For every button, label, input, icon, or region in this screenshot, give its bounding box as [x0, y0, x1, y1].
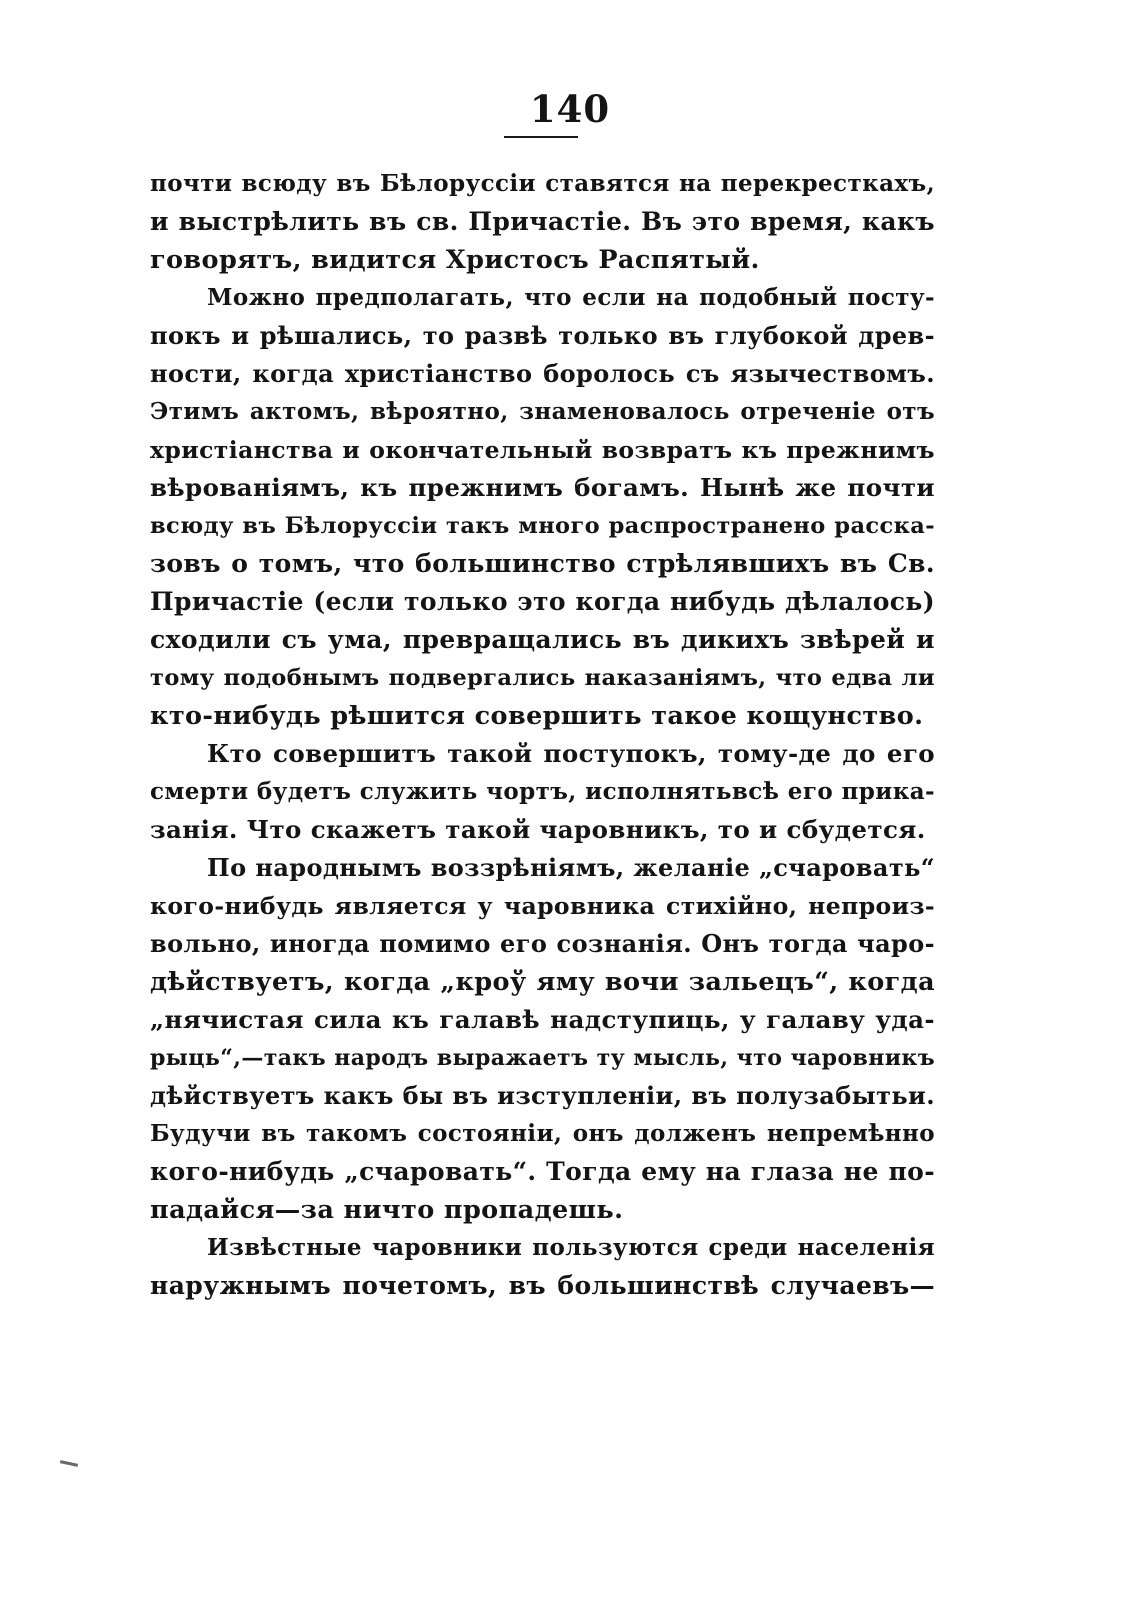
text-line: покъ и рѣшались, то развѣ только въ глубокой древ- [150, 321, 935, 350]
text-line: По народнымъ воззрѣніямъ, желаніе „счаровать“ [207, 853, 935, 882]
text-line: вольно, иногда помимо его сознанія. Онъ тогда чаро- [150, 929, 935, 958]
margin-mark [60, 1460, 78, 1467]
text-line: Извѣстные чаровники пользуются среди населенія [207, 1234, 935, 1261]
text-line: смерти будетъ служить чортъ, исполнятьвсѣ его прика- [150, 778, 935, 805]
text-line: дѣйствуетъ какъ бы въ изступленіи, въ полузабытьи. [150, 1081, 935, 1110]
text-line: Будучи въ такомъ состояніи, онъ долженъ непремѣнно [150, 1120, 935, 1147]
text-line: Этимъ актомъ, вѣроятно, знаменовалось отреченіе отъ [150, 398, 935, 425]
page-number-underline [504, 136, 578, 138]
text-line: Причастіе (если только это когда нибудь дѣлалось) [150, 587, 935, 616]
text-line: зовъ о томъ, что большинство стрѣлявшихъ въ Св. [150, 549, 935, 578]
text-line: вѣрованіямъ, къ прежнимъ богамъ. Нынѣ же почти [150, 473, 935, 502]
text-line: кто-нибудь рѣшится совершить такое кощунство. [150, 701, 924, 731]
text-line: говорятъ, видится Христосъ Распятый. [150, 245, 760, 275]
page-number: 140 [529, 87, 611, 131]
text-line: „нячистая сила къ галавѣ надступиць, у галаву уда- [150, 1005, 935, 1034]
text-line: кого-нибудь „счаровать“. Тогда ему на глаза не по- [150, 1157, 935, 1186]
text-line: дѣйствуетъ, когда „кроў яму вочи зальецъ“, когда [150, 967, 935, 997]
text-line: наружнымъ почетомъ, въ большинствѣ случаевъ— [150, 1271, 935, 1300]
text-line: падайся—за ничто пропадешь. [150, 1195, 624, 1225]
text-line: почти всюду въ Бѣлоруссіи ставятся на перекресткахъ, [150, 170, 935, 197]
body-text [150, 165, 935, 1305]
text-line: всюду въ Бѣлоруссіи такъ много распространено расска- [150, 513, 935, 539]
text-line: кого-нибудь является у чаровника стихійно, непроиз- [150, 892, 935, 920]
text-line: ности, когда христіанство боролось съ язычествомъ. [150, 359, 935, 388]
text-line: рыць“,—такъ народъ выражаетъ ту мысль, что чаровникъ [150, 1045, 935, 1071]
text-line: сходили съ ума, превращались въ дикихъ звѣрей и [150, 625, 935, 654]
text-line: и выстрѣлить въ св. Причастіе. Въ это время, какъ [150, 207, 935, 236]
text-line: христіанства и окончательный возвратъ къ прежнимъ [150, 436, 935, 464]
text-line: тому подобнымъ подвергались наказаніямъ, что едва ли [150, 665, 935, 691]
text-line: Можно предполагать, что если на подобный посту- [207, 284, 935, 311]
text-line: Кто совершитъ такой поступокъ, тому-де до его [207, 739, 935, 768]
text-line: занія. Что скажетъ такой чаровникъ, то и сбудется. [150, 815, 926, 844]
